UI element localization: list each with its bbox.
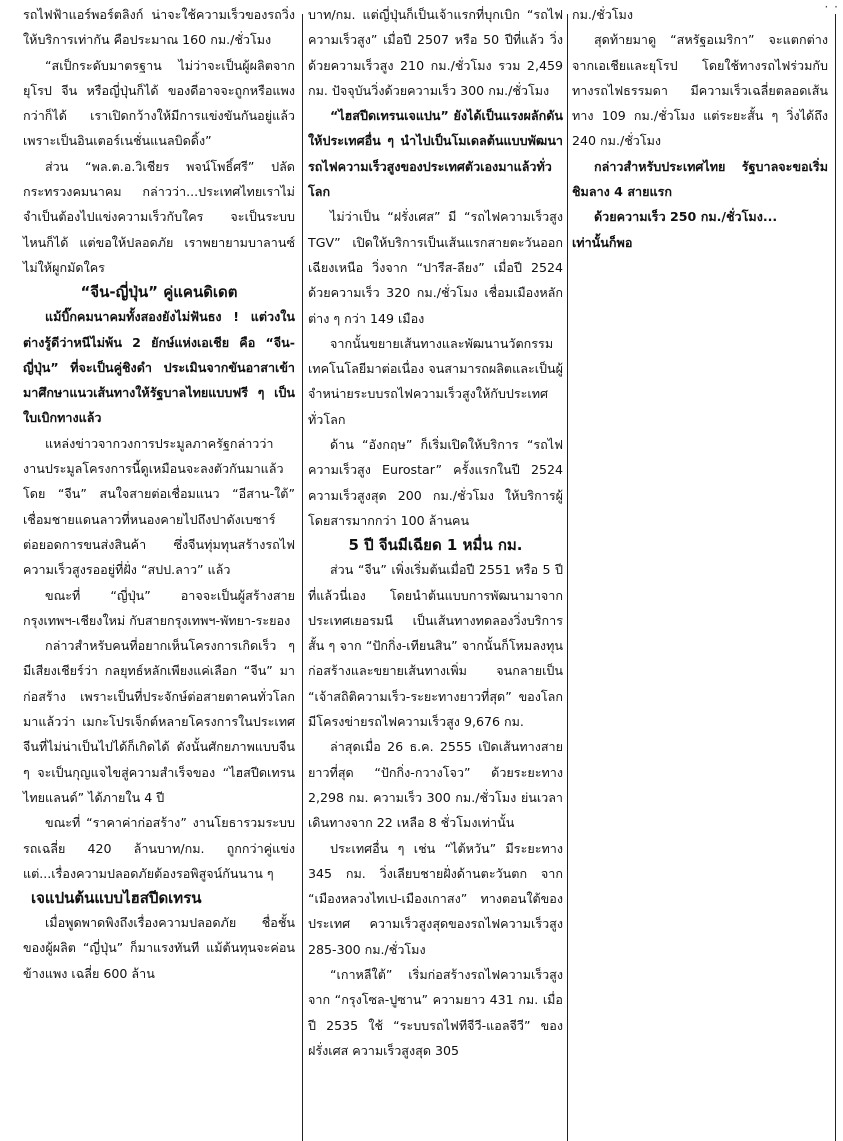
column-divider	[302, 14, 303, 1141]
article-column-2	[308, 2, 563, 1063]
closing-paragraph: กล่าวสำหรับประเทศไทย รัฐบาลจะขอเริ่มชิมลาง 4 สายแรก	[572, 158, 828, 200]
paragraph: “สเป็กระดับมาตรฐาน ไม่ว่าจะเป็นผู้ผลิตจากยุโรป จีน หรือญี่ปุ่นก็ได้ ของดีอาจจะถูกหรือแพงกว่าก็ได้ เราเปิดกว้างให้มีการแข่งขันกันอยู่แล้ว เพราะเป็นอินเตอร์เนชั่นแนลบิดดิ้ง”	[23, 57, 295, 149]
paragraph: กม./ชั่วโมง	[572, 7, 634, 22]
paragraph: เมื่อพูดพาดพิงถึงเรื่องความปลอดภัย ชื่อชั้นของผู้ผลิต “ญี่ปุ่น” ก็มาแรงทันที แม้ต้นทุนจะค่อนข้างแพง เฉลี่ย 600 ล้าน	[23, 915, 295, 981]
lead-paragraph: “ไฮสปีดเทรนเจแปน” ยังได้เป็นแรงผลักดันให้ประเทศอื่น ๆ นำไปเป็นโมเดลต้นแบบพัฒนารถไฟความเร็วสูงของประเทศตัวเองมาแล้วทั่วโลก	[308, 108, 563, 200]
section-heading: “จีน-ญี่ปุ่น” คู่แคนดิเดต	[80, 283, 238, 302]
column-divider	[567, 14, 568, 1141]
paragraph: ประเทศอื่น ๆ เช่น “ไต้หวัน” มีระยะทาง 345 กม. วิ่งเลียบชายฝั่งด้านตะวันตก จาก “เมืองหลวงไทเป-เมืองเกาสง” ทางตอนใต้ของประเทศ ความเร็วสูงสุดของรถไฟความเร็วสูง 285-300 กม./ชั่วโมง	[308, 840, 563, 957]
paragraph: รถไฟฟ้าแอร์พอร์ตลิงก์ น่าจะใช้ความเร็วของรถวิ่งให้บริการเท่ากัน คือประมาณ 160 กม./ชั่วโมง	[23, 7, 295, 48]
paragraph: “เกาหลีใต้” เริ่มก่อสร้างรถไฟความเร็วสูง จาก “กรุงโซล-ปูซาน” ความยาว 431 กม. เมื่อปี 2535 ใช้ “ระบบรถไฟทีจีวี-แอลจีวี” ของฝรั่งเศส ความเร็วสูงสุด 305	[308, 966, 563, 1058]
paragraph: ด้าน “อังกฤษ” ก็เริ่มเปิดให้บริการ “รถไฟความเร็วสูง Eurostar” ครั้งแรกในปี 2524 ความเร็วสูงสุด 200 กม./ชั่วโมง ให้บริการผู้โดยสารมากกว่า 100 ล้านคน	[308, 437, 563, 528]
closing-paragraph: ด้วยความเร็ว 250 กม./ชั่วโมง...	[594, 209, 778, 225]
lead-paragraph: แม้บิ๊กคมนาคมทั้งสองยังไม่ฟันธง ! แต่วงในต่างรู้ดีว่าหนีไม่พ้น 2 ยักษ์แห่งเอเชีย คือ “จีน-ญี่ปุ่น” ที่จะเป็นคู่ชิงดำ ประเมินจากขันอาสาเข้ามาศึกษาแนวเส้นทางให้รัฐบาลไทยแบบฟรี ๆ เป็นใบเบิกทางแล้ว	[23, 309, 295, 426]
paragraph: ไม่ว่าเป็น “ฝรั่งเศส” มี “รถไฟความเร็วสูง TGV” เปิดให้บริการเป็นเส้นแรกสายตะวันออกเฉียงเหนือ วิ่งจาก “ปารีส-ลียง” เมื่อปี 2524 ด้วยความเร็ว 320 กม./ชั่วโมง เชื่อมเมืองหลักต่าง ๆ กว่า 149 เมือง	[308, 209, 563, 326]
section-heading: เจแปนต้นแบบไฮสปีดเทรน	[31, 889, 202, 908]
paragraph: ขณะที่ “ญี่ปุ่น” อาจจะเป็นผู้สร้างสายกรุงเทพฯ-เชียงใหม่ กับสายกรุงเทพฯ-พัทยา-ระยอง	[23, 587, 295, 628]
paragraph: ส่วน “พล.ต.อ.วิเชียร พจน์โพธิ์ศรี” ปลัดกระทรวงคมนาคม กล่าวว่า...ประเทศไทยเราไม่จำเป็นต้องไปแข่งความเร็วกับใคร จะเป็นระบบไหนก็ได้ แต่ขอให้ปลอดภัย เราพยายามบาลานซ์ไม่ให้ผูกมัดใคร	[23, 158, 295, 275]
paragraph: ส่วน “จีน” เพิ่งเริ่มต้นเมื่อปี 2551 หรือ 5 ปีที่แล้วนี่เอง โดยนำต้นแบบการพัฒนามาจากประเทศเยอรมนี เป็นเส้นทางทดลองวิ่งบริการสั้น ๆ จาก “ปักกิ่ง-เทียนสิน” จากนั้นก็โหมลงทุนก่อสร้างและขยายเส้นทางเพิ่ม จนกลายเป็น “เจ้าสถิติความเร็ว-ระยะทางยาวที่สุด” ของโลกมีโครงข่ายรถไฟความเร็วสูง 9,676 กม.	[308, 562, 563, 730]
paragraph: จากนั้นขยายเส้นทางและพัฒนานวัตกรรมเทคโนโลยีมาต่อเนื่อง จนสามารถผลิตและเป็นผู้จำหน่ายระบบรถไฟความเร็วสูงให้กับประเทศทั่วโลก	[308, 335, 563, 427]
article-column-3	[572, 2, 828, 255]
paragraph: สุดท้ายมาดู “สหรัฐอเมริกา” จะแตกต่างจากเอเชียและยุโรป โดยใช้ทางรถไฟร่วมกับทางรถไฟธรรมดา มีความเร็วเฉลี่ยตลอดเส้นทาง 109 กม./ชั่วโมง แต่ระยะสั้น ๆ วิ่งได้ถึง 240 กม./ชั่วโมง	[572, 32, 828, 149]
corner-mark: · ·	[824, 0, 839, 14]
paragraph: กล่าวสำหรับคนที่อยากเห็นโครงการเกิดเร็ว ๆ มีเสียงเชียร์ว่า กลยุทธ์หลักเพียงแค่เลือก “จีน” มาก่อสร้าง เพราะเป็นที่ประจักษ์ต่อสายตาคนทั่วโลกมาแล้วว่า เมกะโปรเจ็กต์หลายโครงการในประเทศจีนที่ไม่น่าเป็นไปได้ก็เกิดได้ ดังนั้นศักยภาพแบบจีน ๆ จะเป็นกุญแจไขสู่ความสำเร็จของ “ไฮสปีดเทรนไทยแลนด์” ได้ภายใน 4 ปี	[23, 638, 295, 805]
column-divider	[835, 14, 836, 1141]
paragraph: ขณะที่ “ราคาค่าก่อสร้าง” งานโยธารวมระบบรถเฉลี่ย 420 ล้านบาท/กม. ถูกกว่าคู่แข่ง แต่...เรื่องความปลอดภัยต้องรอพิสูจน์กันนาน ๆ	[23, 815, 295, 881]
paragraph: ล่าสุดเมื่อ 26 ธ.ค. 2555 เปิดเส้นทางสายยาวที่สุด “ปักกิ่ง-กวางโจว” ด้วยระยะทาง 2,298 กม. ความเร็ว 300 กม./ชั่วโมง ย่นเวลาเดินทางจาก 22 เหลือ 8 ชั่วโมงเท่านั้น	[308, 739, 563, 831]
section-heading: 5 ปี จีนมีเฉียด 1 หมื่น กม.	[348, 536, 523, 555]
article-column-1	[23, 2, 295, 986]
paragraph: แหล่งข่าวจากวงการประมูลภาครัฐกล่าวว่า งานประมูลโครงการนี้ดูเหมือนจะลงตัวกันมาแล้ว โดย “จีน” สนใจสายต่อเชื่อมแนว “อีสาน-ใต้” เชื่อมชายแดนลาวที่หนองคายไปถึงปาดังเบซาร์ ต่อยอดการขนส่งสินค้า ซึ่งจีนทุ่มทุนสร้างรถไฟความเร็วสูงรออยู่ที่ฝั่ง “สปป.ลาว” แล้ว	[23, 435, 295, 578]
closing-paragraph: เท่านั้นก็พอ	[572, 234, 633, 250]
paragraph: บาท/กม. แต่ญี่ปุ่นก็เป็นเจ้าแรกที่บุกเบิก “รถไฟความเร็วสูง” เมื่อปี 2507 หรือ 50 ปีที่แล้ว วิ่งด้วยความเร็วสูง 210 กม./ชั่วโมง รวม 2,459 กม. ปัจจุบันวิ่งด้วยความเร็ว 300 กม./ชั่วโมง	[308, 7, 563, 98]
